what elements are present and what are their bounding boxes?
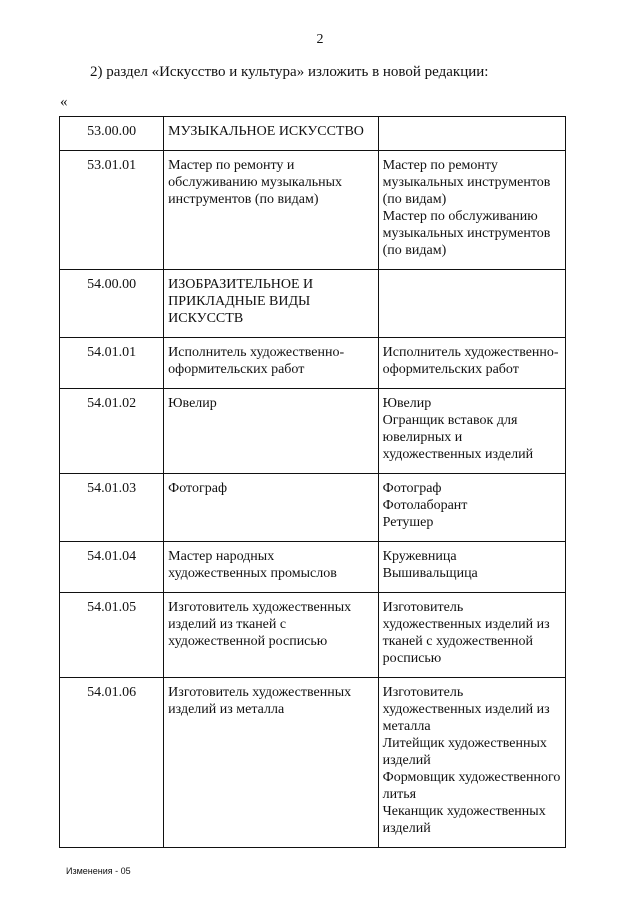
table-row xyxy=(60,117,566,151)
profession-list xyxy=(378,474,565,542)
profession-list xyxy=(378,678,565,848)
specialty-name: Мастер народных художественных промыслов xyxy=(164,542,378,593)
profession-list xyxy=(378,389,565,474)
specialty-name: ИЗОБРАЗИТЕЛЬНОЕ И ПРИКЛАДНЫЕ ВИДЫ ИСКУССТВ xyxy=(164,270,378,338)
specialty-name: Изготовитель художественных изделий из металла xyxy=(164,678,378,848)
specialty-code: 54.01.03 xyxy=(60,474,164,542)
profession-item: Изготовитель художественных изделий из металла xyxy=(382,685,550,734)
profession-list xyxy=(378,593,565,678)
profession-item: Ювелир xyxy=(382,396,432,411)
profession-list xyxy=(378,338,565,389)
table-row xyxy=(60,270,566,338)
profession-item: Формовщик художественного литья xyxy=(382,770,561,802)
specialty-name: Фотограф xyxy=(164,474,378,542)
specialty-code: 54.00.00 xyxy=(60,270,164,338)
professions-table xyxy=(59,116,566,848)
opening-quote-mark: « xyxy=(60,94,68,110)
table-row xyxy=(60,678,566,848)
profession-item: Изготовитель художественных изделий из тканей с художественной росписью xyxy=(382,600,550,666)
profession-item: Фотолаборант xyxy=(382,498,468,513)
specialty-name: Исполнитель художественно-оформительских работ xyxy=(164,338,378,389)
specialty-code: 54.01.04 xyxy=(60,542,164,593)
table-row xyxy=(60,151,566,270)
profession-item: Мастер по обслуживанию музыкальных инструментов (по видам) xyxy=(382,209,551,258)
professions-table-body xyxy=(60,117,566,848)
specialty-code: 54.01.02 xyxy=(60,389,164,474)
profession-list xyxy=(378,151,565,270)
profession-list xyxy=(378,117,565,151)
specialty-code: 54.01.06 xyxy=(60,678,164,848)
profession-item: Литейщик художественных изделий xyxy=(382,736,547,768)
profession-item: Кружевница xyxy=(382,549,457,564)
table-row xyxy=(60,474,566,542)
table-row xyxy=(60,593,566,678)
profession-item: Чеканщик художественных изделий xyxy=(382,804,546,836)
profession-item: Фотограф xyxy=(382,481,442,496)
profession-list xyxy=(378,270,565,338)
specialty-name: Ювелир xyxy=(164,389,378,474)
table-row xyxy=(60,542,566,593)
specialty-code: 54.01.05 xyxy=(60,593,164,678)
profession-item: Исполнитель художественно-оформительских работ xyxy=(382,345,559,377)
profession-item: Ретушер xyxy=(382,515,434,530)
profession-list xyxy=(378,542,565,593)
profession-item: Вышивальщица xyxy=(382,566,478,581)
intro-text: 2) раздел «Искусство и культура» изложить в новой редакции: xyxy=(90,64,489,80)
specialty-code: 53.00.00 xyxy=(60,117,164,151)
table-row xyxy=(60,338,566,389)
footer-note: Изменения - 05 xyxy=(66,866,131,876)
page-number: 2 xyxy=(316,32,324,47)
specialty-name: Мастер по ремонту и обслуживанию музыкальных инструментов (по видам) xyxy=(164,151,378,270)
specialty-code: 53.01.01 xyxy=(60,151,164,270)
table-row xyxy=(60,389,566,474)
profession-item: Мастер по ремонту музыкальных инструментов (по видам) xyxy=(382,158,551,207)
specialty-code: 54.01.01 xyxy=(60,338,164,389)
specialty-name: Изготовитель художественных изделий из тканей с художественной росписью xyxy=(164,593,378,678)
profession-item: Огранщик вставок для ювелирных и художественных изделий xyxy=(382,413,534,462)
specialty-name: МУЗЫКАЛЬНОЕ ИСКУССТВО xyxy=(164,117,378,151)
